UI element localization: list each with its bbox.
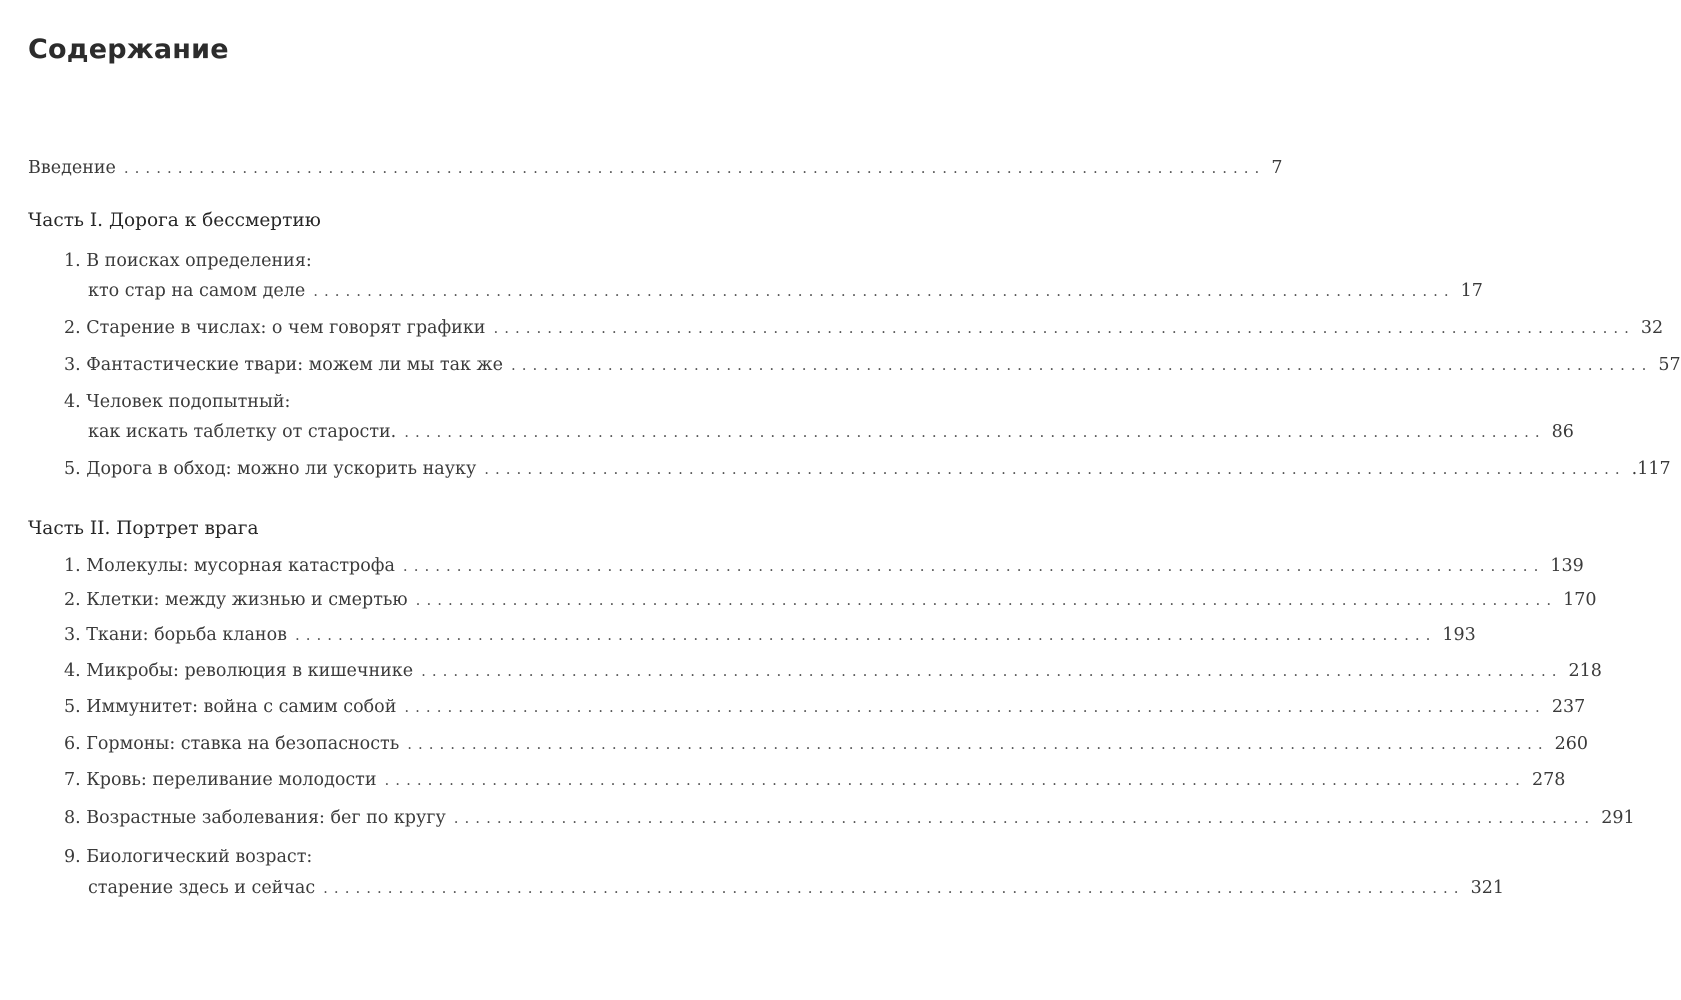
leader-dots: .......................................................................................................... bbox=[453, 809, 1596, 827]
leader-dots: .......................................................................................................... bbox=[323, 879, 1465, 897]
leader-dots: .......................................................................................................... bbox=[384, 771, 1526, 789]
toc-page-number: 32 bbox=[1640, 318, 1664, 338]
toc-entry[interactable] bbox=[64, 770, 1566, 790]
toc-page-number: 17 bbox=[1460, 281, 1483, 301]
toc-entry[interactable] bbox=[64, 625, 1476, 645]
toc-entry[interactable] bbox=[64, 318, 1664, 338]
part-heading-2: Часть II. Портрет врага bbox=[28, 518, 259, 539]
leader-dots: .......................................................................................................... bbox=[421, 662, 1563, 680]
toc-label: 2. Клетки: между жизнью и смертью bbox=[64, 590, 408, 610]
leader-dots: .......................................................................................................... bbox=[510, 356, 1653, 374]
toc-label: 4. Микробы: революция в кишечнике bbox=[64, 661, 414, 681]
toc-page-number: 237 bbox=[1551, 697, 1586, 717]
toc-entry[interactable] bbox=[64, 661, 1602, 681]
toc-label: 7. Кровь: переливание молодости bbox=[64, 770, 377, 790]
toc-entry[interactable] bbox=[64, 355, 1681, 375]
toc-label: 8. Возрастные заболевания: бег по кругу bbox=[64, 808, 446, 828]
toc-label: старение здесь и сейчас bbox=[88, 878, 316, 898]
toc-page-number: 218 bbox=[1568, 661, 1602, 681]
toc-page-number: 57 bbox=[1658, 355, 1681, 375]
toc-entry-label-line1[interactable]: 4. Человек подопытный: bbox=[64, 392, 291, 412]
toc-label: 5. Иммунитет: война с самим собой bbox=[64, 697, 397, 717]
toc-page-number: 260 bbox=[1554, 734, 1589, 754]
leader-dots: .......................................................................................................... bbox=[484, 460, 1626, 478]
toc-page-number: 86 bbox=[1551, 422, 1574, 442]
toc-page-number: 7 bbox=[1271, 158, 1283, 178]
toc-entry-intro[interactable] bbox=[28, 158, 1283, 178]
toc-label: 3. Ткани: борьба кланов bbox=[64, 625, 287, 645]
toc-entry[interactable] bbox=[88, 878, 1504, 898]
toc-page-number: 278 bbox=[1531, 770, 1566, 790]
toc-label: 6. Гормоны: ставка на безопасность bbox=[64, 734, 400, 754]
leader-dots: .......................................................................................................... bbox=[313, 282, 1455, 300]
toc-page-number: 321 bbox=[1470, 878, 1504, 898]
toc-label: Введение bbox=[28, 158, 116, 178]
leader-dots: .......................................................................................................... bbox=[415, 591, 1558, 609]
leader-dots: .......................................................................................................... bbox=[404, 698, 1546, 716]
toc-entry[interactable] bbox=[64, 734, 1589, 754]
toc-entry[interactable] bbox=[64, 459, 1671, 479]
leader-dots: .......................................................................................................... bbox=[123, 159, 1266, 177]
part-heading-1: Часть I. Дорога к бессмертию bbox=[28, 210, 321, 231]
toc-label: 3. Фантастические твари: можем ли мы так же bbox=[64, 355, 503, 375]
toc-label: 1. Молекулы: мусорная катастрофа bbox=[64, 556, 395, 576]
toc-entry-label-line1[interactable]: 1. В поисках определения: bbox=[64, 251, 312, 271]
toc-page-number: 193 bbox=[1442, 625, 1476, 645]
toc-label: 2. Старение в числах: о чем говорят графики bbox=[64, 318, 486, 338]
toc-page-number: .117 bbox=[1631, 459, 1671, 479]
page-title: Содержание bbox=[28, 34, 229, 65]
toc-entry[interactable] bbox=[88, 281, 1483, 301]
toc-entry[interactable] bbox=[64, 556, 1584, 576]
toc-entry-label-line1[interactable]: 9. Биологический возраст: bbox=[64, 847, 313, 867]
leader-dots: .......................................................................................................... bbox=[402, 557, 1545, 575]
toc-label: 5. Дорога в обход: можно ли ускорить науку bbox=[64, 459, 477, 479]
leader-dots: .......................................................................................................... bbox=[407, 735, 1549, 753]
toc-entry[interactable] bbox=[64, 697, 1586, 717]
toc-entry[interactable] bbox=[64, 590, 1597, 610]
toc-label: как искать таблетку от старости. bbox=[88, 422, 397, 442]
toc-entry[interactable] bbox=[88, 422, 1574, 442]
toc-label: кто стар на самом деле bbox=[88, 281, 306, 301]
toc-page-number: 291 bbox=[1601, 808, 1635, 828]
toc-page-number: 170 bbox=[1563, 590, 1597, 610]
leader-dots: .......................................................................................................... bbox=[404, 423, 1546, 441]
toc-entry[interactable] bbox=[64, 808, 1635, 828]
leader-dots: .......................................................................................................... bbox=[493, 319, 1635, 337]
toc-page-number: 139 bbox=[1550, 556, 1584, 576]
leader-dots: .......................................................................................................... bbox=[294, 626, 1437, 644]
